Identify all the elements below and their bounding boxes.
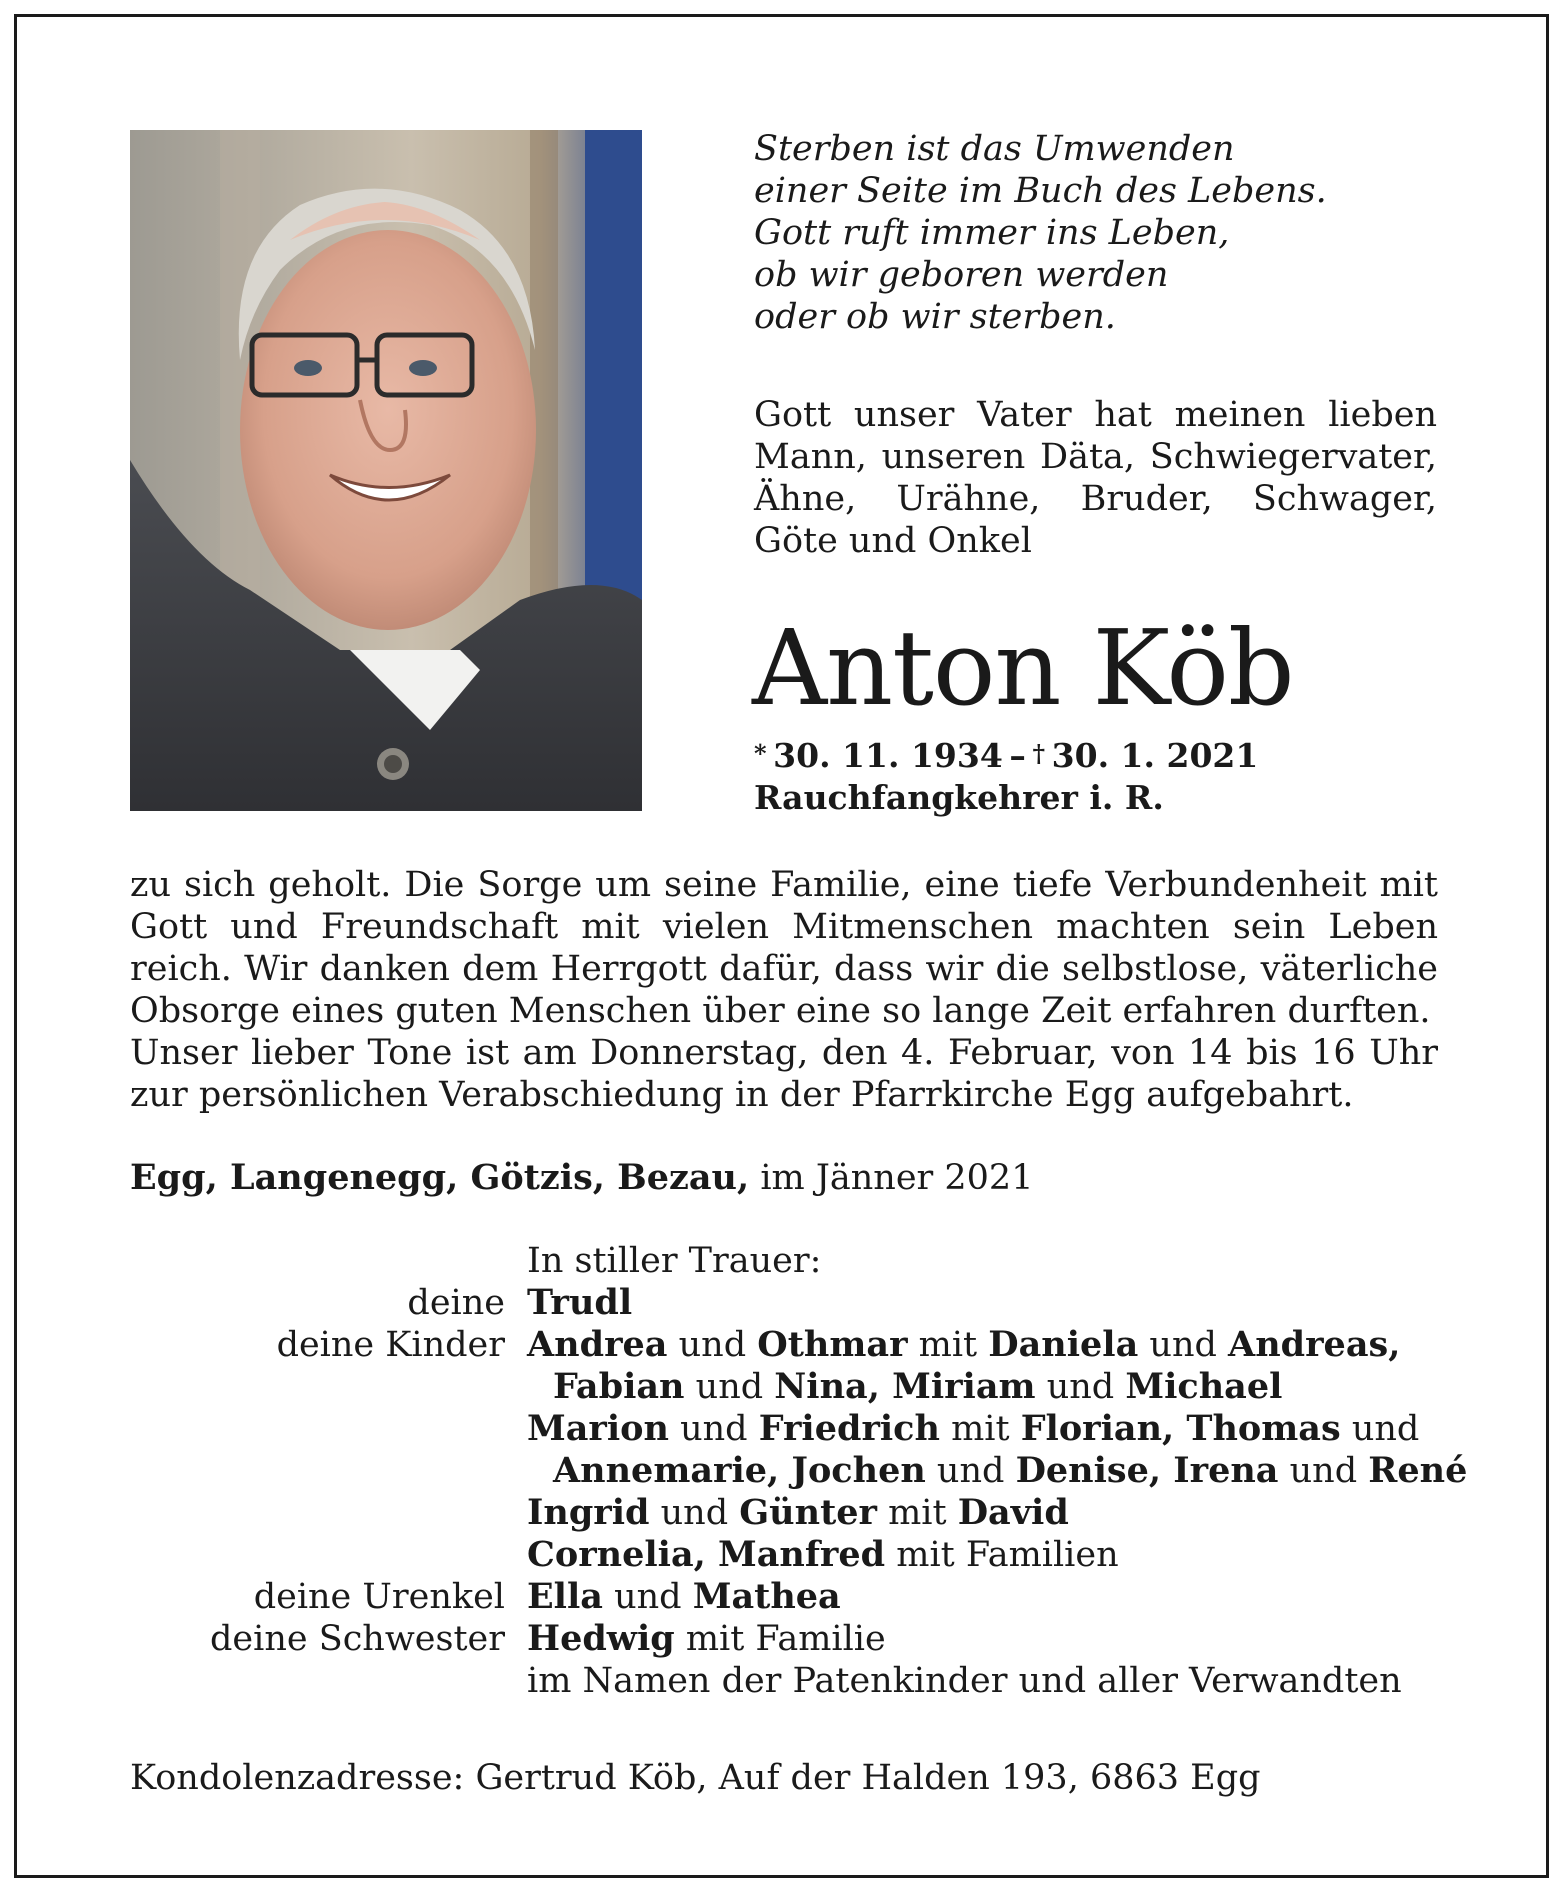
mourner-row: [130, 1492, 1460, 1534]
mourner-name: Trudl: [527, 1282, 633, 1323]
mourner-name: Othmar: [757, 1324, 908, 1365]
places-names: Egg, Langenegg, Götzis, Bezau,: [130, 1157, 750, 1198]
mourner-names: [527, 1534, 1119, 1576]
body-text: [130, 864, 1438, 1116]
connector: mit: [951, 1409, 1010, 1449]
connector: und: [660, 1493, 729, 1533]
mourner-name: Günter: [739, 1492, 877, 1533]
relation-label: deine Urenkel: [253, 1577, 505, 1617]
deceased-name: Anton Köb: [752, 607, 1294, 729]
mourner-row: [130, 1282, 1460, 1324]
condolence-address: Kondolenzadresse: Gertrud Köb, Auf der Halden 193, 6863 Egg: [130, 1758, 1261, 1798]
intro-paragraph: Gott unser Vater hat meinen lieben Mann, unseren Däta, Schwiegervater, Ähne, Urähne, Bruder, Schwager, Göte und Onkel: [754, 395, 1437, 561]
mourner-name: Hedwig: [527, 1618, 675, 1659]
verse-line: ob wir geboren werden: [754, 255, 1169, 295]
mourner-names: [527, 1660, 1402, 1702]
mourner-name: Andrea: [527, 1324, 668, 1365]
connector: und: [1149, 1325, 1217, 1365]
life-dates: [754, 735, 1258, 777]
mourner-name: David: [957, 1492, 1069, 1533]
body-paragraph: Unser lieber Tone ist am Donnerstag, den 4. Februar, von 14 bis 16 Uhr zur persönlichen Verabschiedung in der Pfarrkirche Egg aufgebahrt.: [130, 1033, 1438, 1115]
mourner-name: Florian, Thomas: [1020, 1408, 1341, 1449]
verse-line: Gott ruft immer ins Leben,: [754, 213, 1230, 253]
mourner-name: Annemarie, Jochen: [553, 1450, 926, 1491]
mourners-list: [130, 1240, 1468, 1702]
mourner-row: [130, 1450, 1468, 1492]
relation-label: deine Kinder: [276, 1325, 505, 1365]
mourner-name: Denise, Irena: [1015, 1450, 1279, 1491]
mourner-name: Nina, Miriam: [774, 1366, 1036, 1407]
mourners-heading: In stiller Trauer:: [527, 1241, 822, 1281]
connector: und: [614, 1577, 682, 1617]
places-line: [130, 1157, 1033, 1199]
mourner-names: [527, 1282, 632, 1324]
mourner-name: Michael: [1125, 1366, 1283, 1407]
connector: und: [1351, 1409, 1420, 1449]
verse-line: einer Seite im Buch des Lebens.: [754, 171, 1327, 211]
mourner-name: Mathea: [692, 1576, 841, 1617]
occupation: Rauchfangkehrer i. R.: [754, 778, 1164, 817]
mourner-names: [527, 1366, 1282, 1408]
relation-label: deine Schwester: [210, 1619, 505, 1659]
body-paragraph: zu sich geholt. Die Sorge um seine Familie, eine tiefe Verbundenheit mit Gott und Freundschaft mit vielen Mitmenschen machten sein Leben reich. Wir danken dem Herrgott dafür, dass wir die selbstlose, väterliche Obsorge eines guten Menschen über eine so lange Zeit erfahren durften.: [130, 865, 1438, 1031]
connector: mit Familien: [896, 1535, 1119, 1575]
mourner-row: [130, 1408, 1460, 1450]
mourner-row: [130, 1660, 1460, 1702]
mourner-name: Andreas,: [1228, 1324, 1401, 1365]
portrait-image: [130, 130, 642, 811]
verse: [754, 128, 1474, 338]
places-date: im Jänner 2021: [760, 1158, 1034, 1198]
mourner-names: [527, 1408, 1419, 1450]
mourner-name: Friedrich: [758, 1408, 940, 1449]
verse-line: Sterben ist das Umwenden: [754, 129, 1235, 169]
mourner-name: Marion: [527, 1408, 669, 1449]
mourner-name: Ingrid: [527, 1492, 650, 1533]
portrait-photo: [130, 130, 642, 811]
mourner-names: [527, 1576, 841, 1618]
mourner-name: Ella: [527, 1576, 603, 1617]
connector: und: [678, 1325, 747, 1365]
mourner-row: [130, 1534, 1460, 1576]
mourner-row: [130, 1366, 1460, 1408]
connector: mit: [918, 1325, 978, 1365]
birth-symbol: *: [754, 739, 767, 768]
mourner-name: Cornelia, Manfred: [527, 1534, 886, 1575]
mourner-row: [130, 1576, 1460, 1618]
connector: mit: [888, 1493, 947, 1533]
mourner-names: [527, 1618, 886, 1660]
closing-line: im Namen der Patenkinder und aller Verwandten: [527, 1661, 1402, 1701]
connector: und: [1046, 1367, 1115, 1407]
relation-label: deine: [407, 1283, 505, 1323]
date-dash: –: [1009, 736, 1026, 775]
death-date: 30. 1. 2021: [1051, 736, 1259, 775]
mourner-name: Daniela: [988, 1324, 1139, 1365]
mourner-names: [527, 1324, 1400, 1366]
connector: und: [680, 1409, 748, 1449]
mourners-heading-row: [130, 1240, 1460, 1282]
mourner-name: Fabian: [553, 1366, 685, 1407]
connector: mit Familie: [685, 1619, 886, 1659]
mourner-names: [527, 1450, 1467, 1492]
connector: und: [1289, 1451, 1358, 1491]
birth-date: 30. 11. 1934: [773, 736, 1003, 775]
mourner-row: [130, 1618, 1460, 1660]
mourner-names: [527, 1492, 1069, 1534]
connector: und: [695, 1367, 764, 1407]
death-symbol: †: [1032, 739, 1046, 768]
mourner-name: René: [1368, 1450, 1468, 1491]
connector: und: [936, 1451, 1005, 1491]
verse-line: oder ob wir sterben.: [754, 297, 1116, 337]
mourner-row: [130, 1324, 1460, 1366]
